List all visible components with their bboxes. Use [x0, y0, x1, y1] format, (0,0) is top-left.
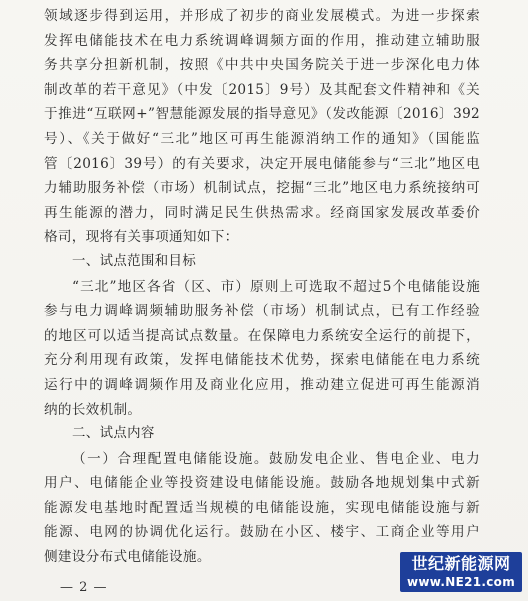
text-line: 纳的长效机制。: [44, 401, 142, 418]
text-line: 号）、《关于做好“三北”地区可再生能源消纳工作的通知》（国能监: [44, 130, 480, 147]
text-line: 力辅助服务补偿（市场）机制试点，挖掘“三北”地区电力系统接纳可: [44, 180, 480, 197]
text-line: 用户、电储能企业等投资建设电储能设施。鼓励各地规划集中式新: [44, 475, 480, 492]
watermark-title: 世纪新能源网: [411, 554, 511, 573]
text-line: 制改革的若干意见》（中发〔2015〕9号）及其配套文件精神和《关: [44, 81, 480, 98]
text-line: 发挥电储能技术在电力系统调峰调频方面的作用，推动建立辅助服: [44, 32, 480, 49]
text-line: 侧建设分布式电储能设施。: [44, 549, 211, 566]
text-line: 格司，现将有关事项通知如下：: [44, 229, 239, 246]
text-line: 于推进“互联网+”智慧能源发展的指导意见》（发改能源〔2016〕392: [44, 106, 480, 123]
watermark-url: www.NE21.com: [406, 575, 515, 589]
intro-paragraph: [44, 4, 480, 250]
text-line: 运行中的调峰调频作用及商业化应用，推动建立促进可再生能源消: [44, 376, 480, 393]
section-heading-content: 二、试点内容: [72, 426, 155, 442]
scope-paragraph: [44, 275, 480, 423]
text-line: 能源发电基地时配置适当规模的电储能设施，实现电储能设施与新: [44, 499, 480, 516]
site-watermark-logo: [400, 552, 522, 592]
text-line: 再生能源的潜力，同时满足民生供热需求。经商国家发展改革委价: [44, 204, 480, 221]
document-body: [44, 4, 480, 570]
text-line: 充分利用现有政策，发挥电储能技术优势，探索电储能在电力系统: [44, 352, 480, 369]
text-line: “三北”地区各省（区、市）原则上可选取不超过5个电储能设施: [72, 278, 480, 295]
section-heading-scope: 一、试点范围和目标: [72, 253, 197, 269]
text-line: 能源、电网的协调优化运行。鼓励在小区、楼宇、工商企业等用户: [44, 524, 480, 541]
page-number: — 2 —: [60, 580, 108, 595]
text-line: （一）合理配置电储能设施。鼓励发电企业、售电企业、电力: [72, 450, 480, 467]
text-line: 管〔2016〕39号）的有关要求，决定开展电储能参与“三北”地区电: [44, 155, 480, 172]
text-line: 领域逐步得到运用，并形成了初步的商业发展模式。为进一步探索: [44, 8, 480, 24]
text-line: 务共享分担新机制，按照《中共中央国务院关于进一步深化电力体: [44, 57, 480, 74]
text-line: 的地区可以适当提高试点数量。在保障电力系统安全运行的前提下，: [44, 327, 480, 344]
text-line: 参与电力调峰调频辅助服务补偿（市场）机制试点，已有工作经验: [44, 303, 480, 320]
